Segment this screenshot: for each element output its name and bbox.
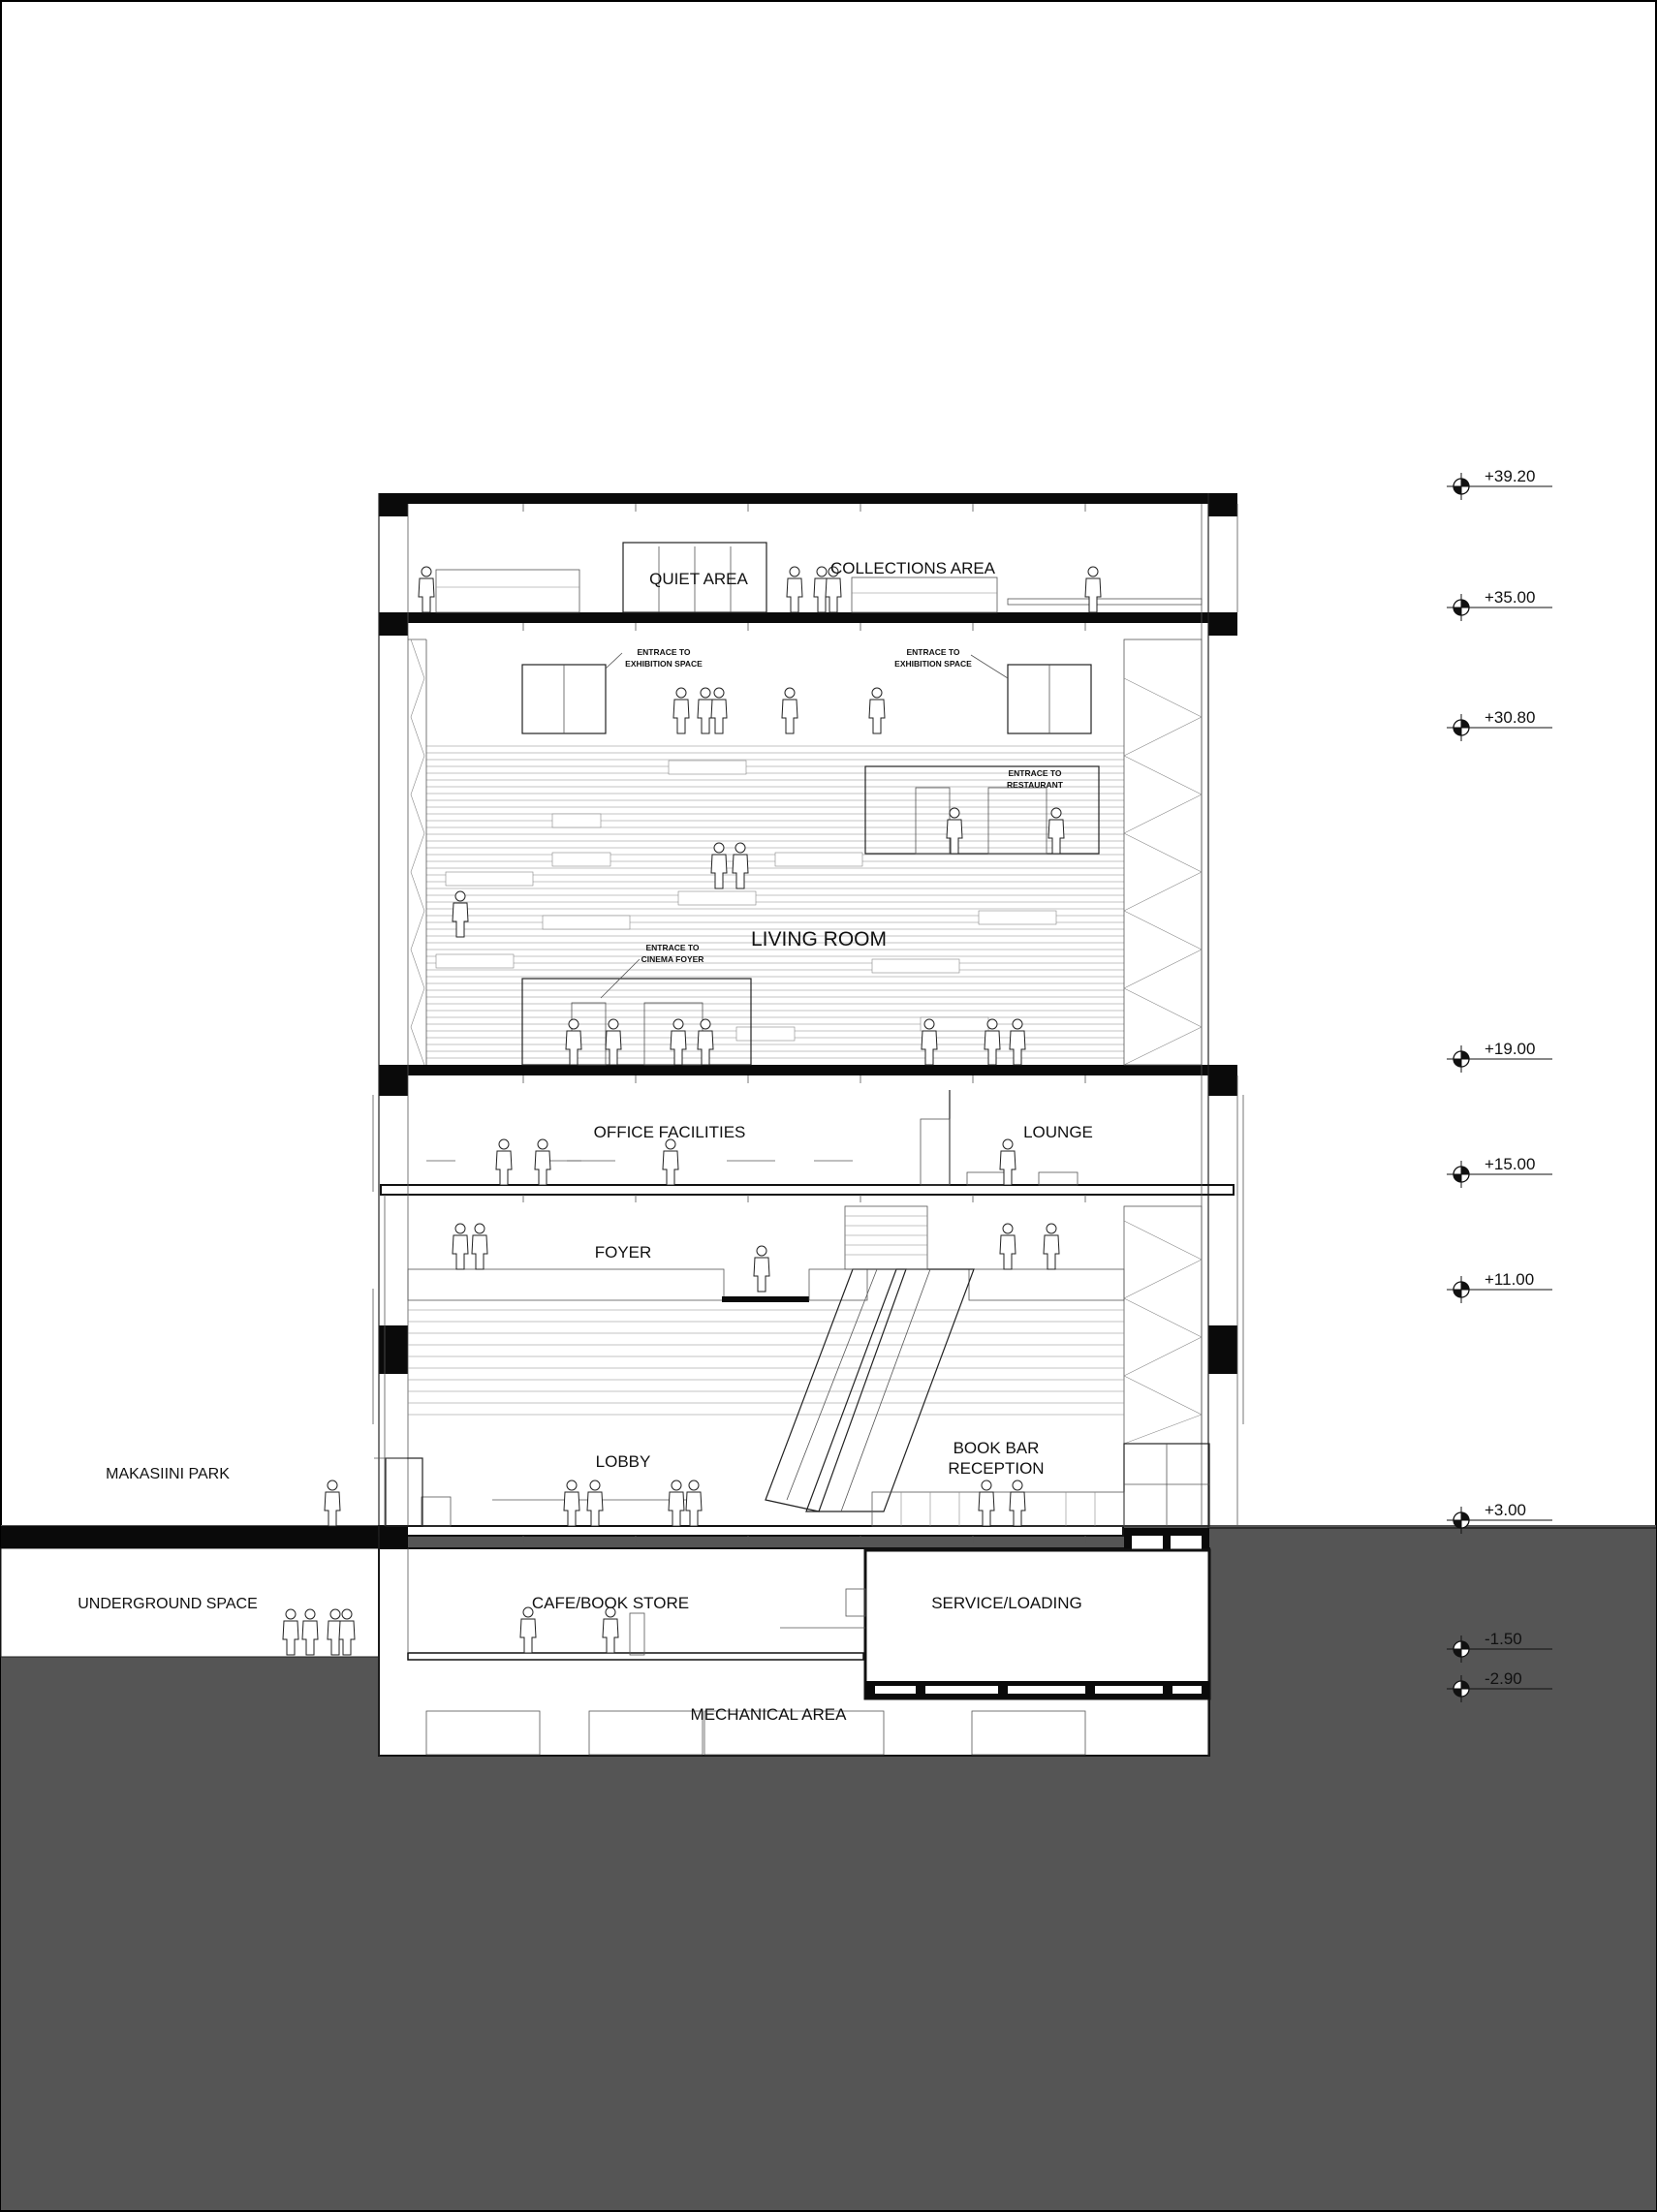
person-silhouette xyxy=(1000,1139,1016,1185)
person-silhouette xyxy=(419,567,434,612)
level-marker xyxy=(1447,588,1552,621)
level-marker xyxy=(1447,1155,1552,1188)
label-underground-space: UNDERGROUND SPACE xyxy=(78,1596,258,1612)
room-reception: RECEPTION xyxy=(948,1459,1045,1478)
level-label: +30.80 xyxy=(1485,708,1536,727)
note-exhibition-right-2: EXHIBITION SPACE xyxy=(894,659,972,669)
office-floor xyxy=(426,1090,1078,1185)
room-service-loading: SERVICE/LOADING xyxy=(931,1594,1082,1612)
park-ground-slab xyxy=(1,1526,379,1548)
room-quiet-area: QUIET AREA xyxy=(649,570,748,588)
note-exhibition-left-2: EXHIBITION SPACE xyxy=(625,659,703,669)
level-label: +11.00 xyxy=(1485,1270,1535,1289)
person-silhouette xyxy=(453,891,468,937)
level-label: +19.00 xyxy=(1485,1040,1536,1058)
person-silhouette xyxy=(453,1224,468,1269)
level-label: -1.50 xyxy=(1485,1630,1522,1648)
level-label: -2.90 xyxy=(1485,1669,1522,1688)
person-silhouette xyxy=(1085,567,1101,612)
person-silhouette xyxy=(1048,808,1064,854)
level-marker xyxy=(1447,1040,1552,1073)
person-silhouette xyxy=(686,1480,702,1526)
note-restaurant-2: RESTAURANT xyxy=(1007,780,1063,790)
person-silhouette xyxy=(535,1139,550,1185)
room-collections-area: COLLECTIONS AREA xyxy=(829,559,996,577)
person-silhouette xyxy=(564,1480,579,1526)
person-silhouette xyxy=(1000,1224,1016,1269)
note-cinema-2: CINEMA FOYER xyxy=(641,954,704,964)
note-exhibition-right-1: ENTRACE TO xyxy=(906,647,960,657)
person-silhouette xyxy=(1010,1480,1025,1526)
person-silhouette xyxy=(587,1480,603,1526)
person-silhouette xyxy=(663,1139,678,1185)
room-lobby: LOBBY xyxy=(595,1452,651,1471)
room-book-bar: BOOK BAR xyxy=(953,1439,1040,1457)
level-label: +35.00 xyxy=(1485,588,1536,607)
room-living-room: LIVING ROOM xyxy=(750,928,888,950)
person-silhouette xyxy=(698,688,713,733)
room-mechanical-area: MECHANICAL AREA xyxy=(690,1705,847,1724)
person-silhouette xyxy=(325,1480,340,1526)
label-makasiini-park: MAKASIINI PARK xyxy=(106,1466,230,1482)
person-silhouette xyxy=(472,1224,487,1269)
room-cafe-book-store: CAFE/BOOK STORE xyxy=(531,1594,690,1612)
right-stair-core xyxy=(1124,639,1209,1676)
room-office-facilities: OFFICE FACILITIES xyxy=(593,1123,746,1141)
room-lounge: LOUNGE xyxy=(1023,1123,1093,1141)
person-silhouette xyxy=(673,688,689,733)
person-silhouette xyxy=(787,567,802,612)
room-foyer: FOYER xyxy=(594,1243,652,1262)
level-marker xyxy=(1447,1270,1552,1303)
note-restaurant-1: ENTRACE TO xyxy=(1008,768,1062,778)
level-marker xyxy=(1447,708,1552,741)
person-silhouette xyxy=(869,688,885,733)
level-marker xyxy=(1447,467,1552,500)
living-room-tiers xyxy=(408,639,1124,1065)
people-silhouettes xyxy=(283,567,1101,1655)
level-label: +3.00 xyxy=(1485,1501,1527,1519)
person-silhouette xyxy=(1044,1224,1059,1269)
note-cinema-1: ENTRACE TO xyxy=(645,943,700,952)
person-silhouette xyxy=(979,1480,994,1526)
person-silhouette xyxy=(496,1139,512,1185)
note-exhibition-left-1: ENTRACE TO xyxy=(637,647,691,657)
person-silhouette xyxy=(782,688,797,733)
person-silhouette xyxy=(669,1480,684,1526)
level-markers xyxy=(1447,467,1552,1702)
level-label: +39.20 xyxy=(1485,467,1536,485)
level-label: +15.00 xyxy=(1485,1155,1536,1173)
person-silhouette xyxy=(711,688,727,733)
person-silhouette xyxy=(947,808,962,854)
person-silhouette xyxy=(754,1246,769,1292)
